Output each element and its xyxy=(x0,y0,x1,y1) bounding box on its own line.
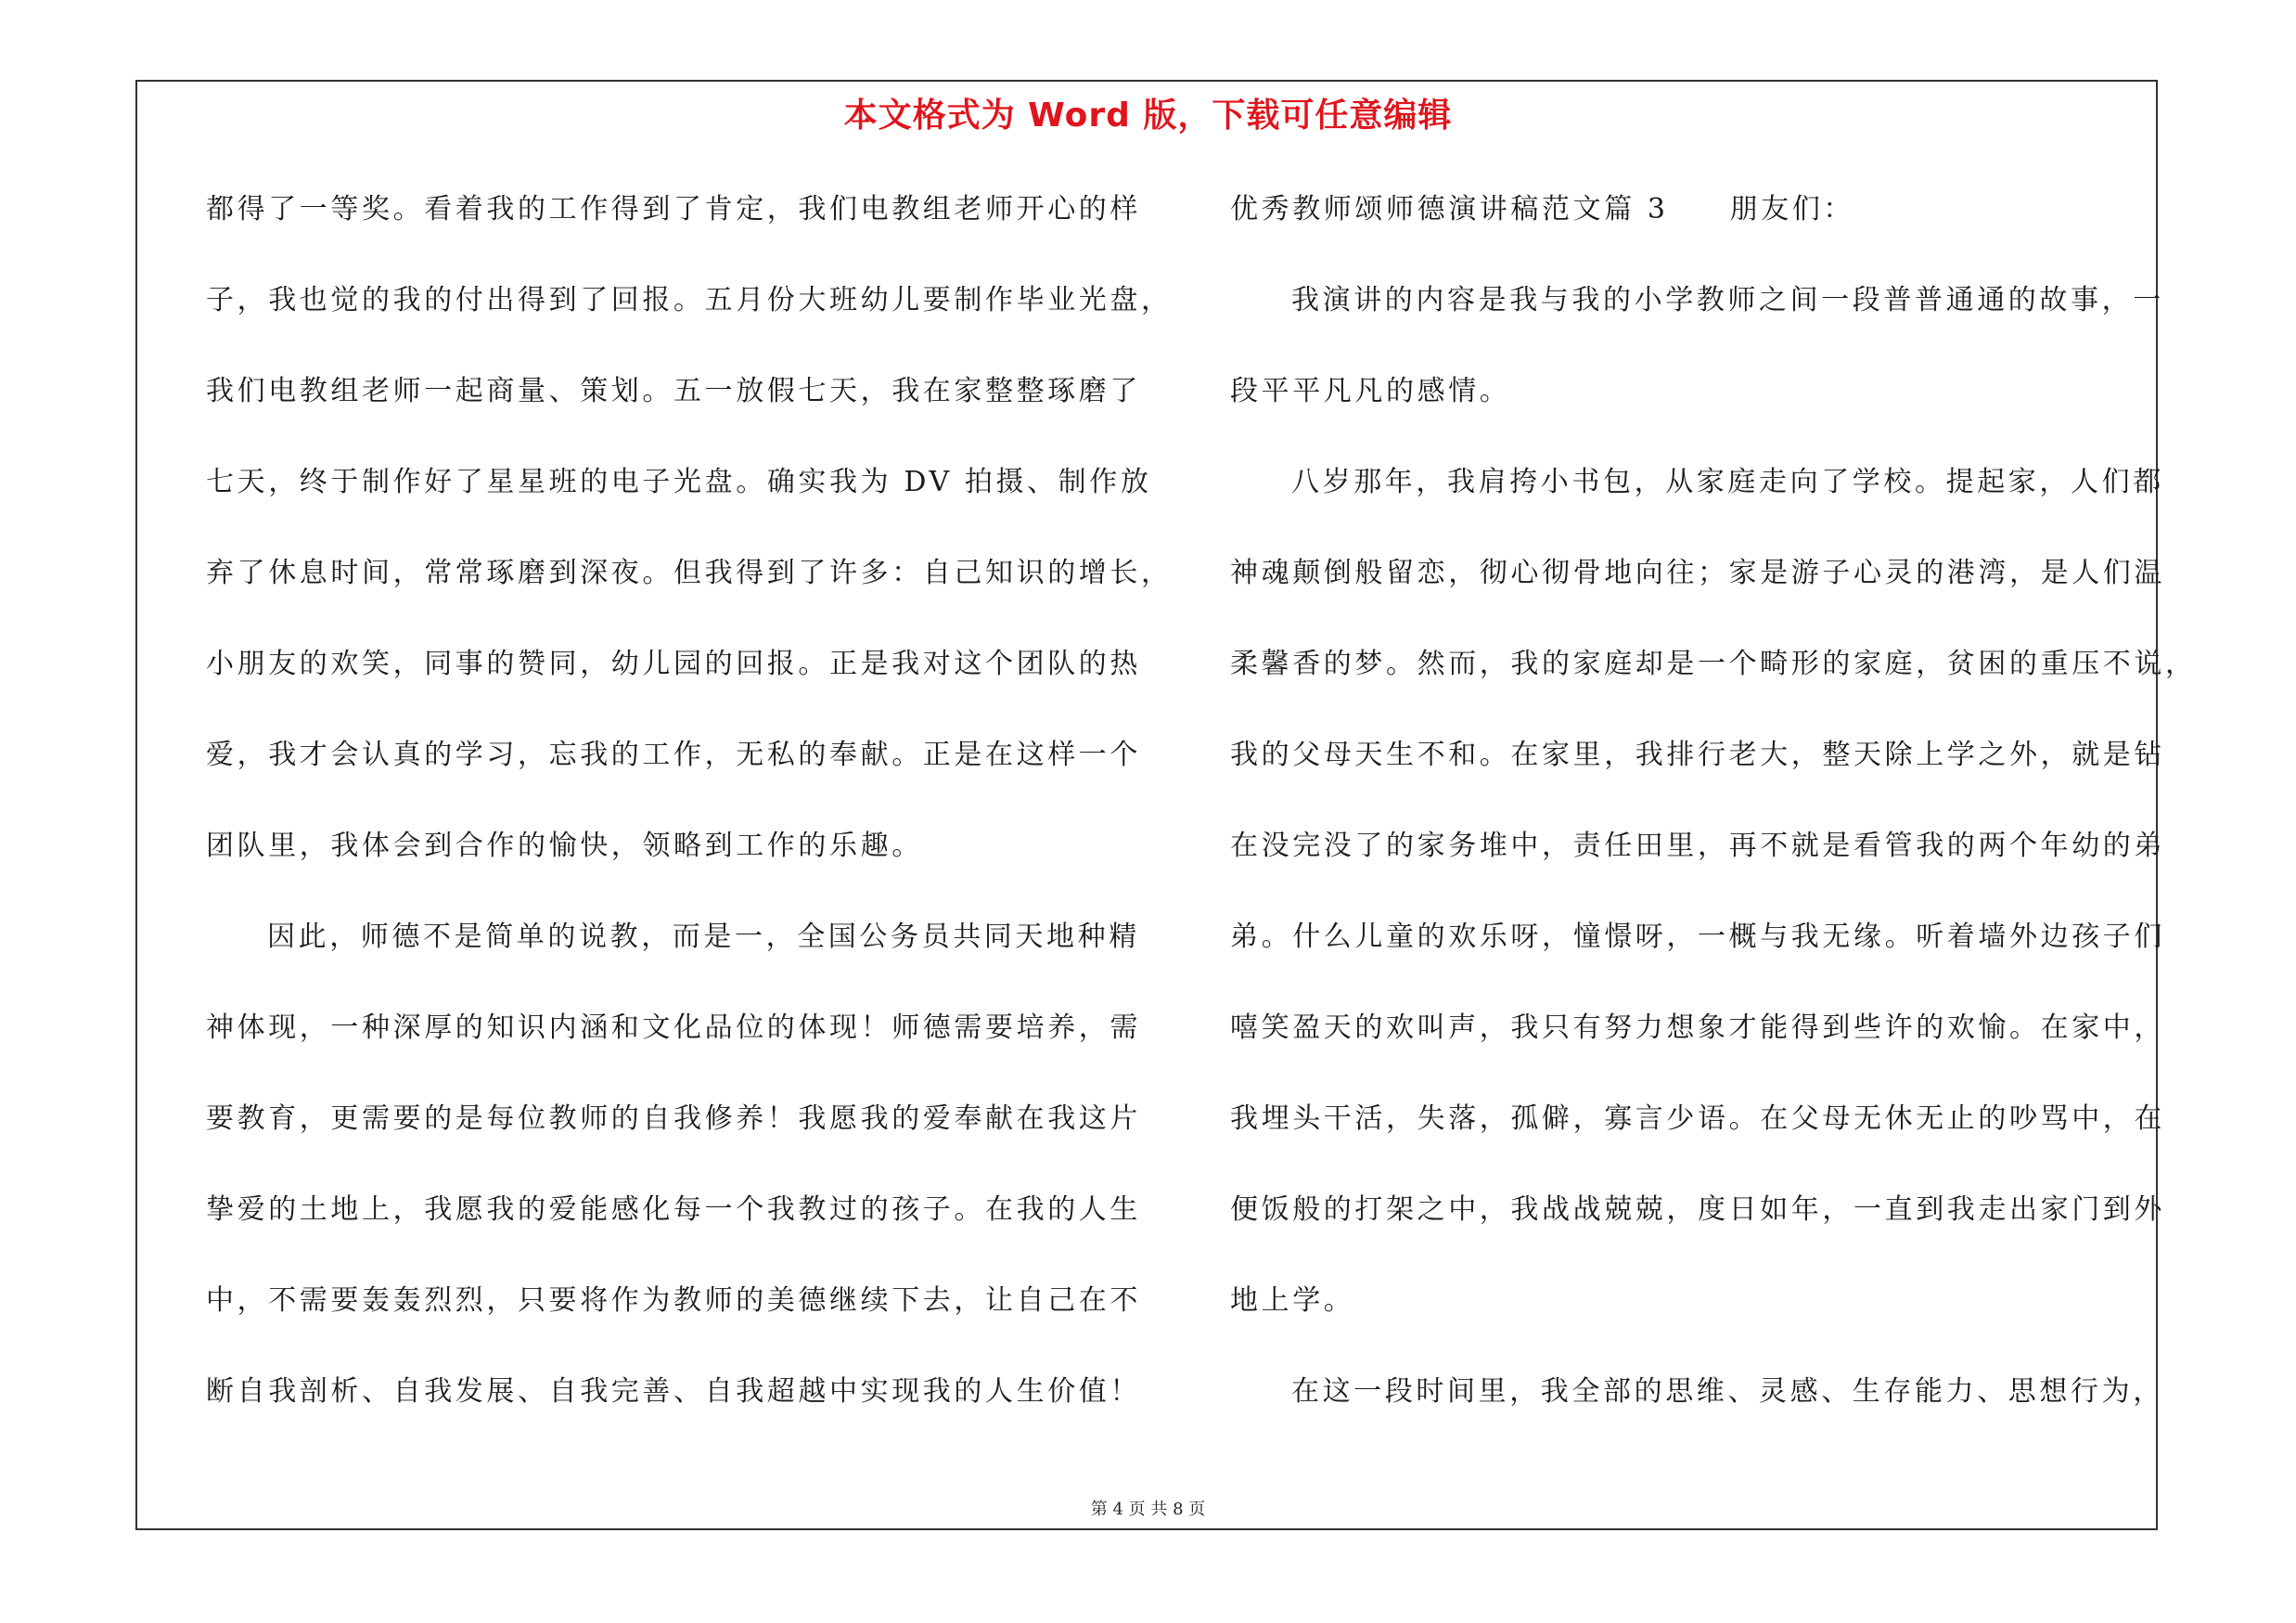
right-column-text-line: 我的父母天生不和。在家里，我排行老大，整天除上学之外，就是钻 xyxy=(1230,739,2165,771)
left-column-text-line: 挚爱的土地上，我愿我的爱能感化每一个我教过的孩子。在我的人生 xyxy=(206,1193,1141,1226)
left-column-text-line: 神体现，一种深厚的知识内涵和文化品位的体现！师德需要培养，需 xyxy=(206,1011,1141,1044)
right-column-text-line: 我演讲的内容是我与我的小学教师之间一段普普通通的故事，一 xyxy=(1291,284,2164,316)
left-column xyxy=(206,182,1173,1455)
left-column-text-line: 弃了休息时间，常常琢磨到深夜。但我得到了许多：自己知识的增长， xyxy=(206,557,1173,589)
right-column-text-line: 嘻笑盈天的欢叫声，我只有努力想象才能得到些许的欢愉。在家中， xyxy=(1230,1011,2165,1044)
format-banner: 本文格式为 Word 版，下载可任意编辑 xyxy=(843,97,1453,135)
left-column-text-line: 因此，师德不是简单的说教，而是一，全国公务员共同天地种精 xyxy=(267,921,1140,953)
right-column-text-line: 段平平凡凡的感情。 xyxy=(1230,375,1511,407)
left-column-text-line: 要教育，更需要的是每位教师的自我修养！我愿我的爱奉献在我这片 xyxy=(206,1102,1141,1135)
right-column xyxy=(1230,182,2197,1455)
right-column-text-line: 在这一段时间里，我全部的思维、灵感、生存能力、思想行为， xyxy=(1291,1375,2164,1408)
section-heading-line xyxy=(1230,182,2167,273)
left-column-text-line: 团队里，我体会到合作的愉快，领略到工作的乐趣。 xyxy=(206,830,923,862)
left-column-text-line: 爱，我才会认真的学习，忘我的工作，无私的奉献。正是在这样一个 xyxy=(206,739,1141,771)
right-column-text-line: 神魂颠倒般留恋，彻心彻骨地向往；家是游子心灵的港湾，是人们温 xyxy=(1230,557,2165,589)
right-column-text-line: 便饭般的打架之中，我战战兢兢，度日如年，一直到我走出家门到外 xyxy=(1230,1193,2165,1226)
right-column-text-line: 我埋头干活，失落，孤僻，寡言少语。在父母无休无止的吵骂中，在 xyxy=(1230,1102,2165,1135)
left-column-text-line: 子，我也觉的我的付出得到了回报。五月份大班幼儿要制作毕业光盘， xyxy=(206,284,1173,316)
left-column-text-line: 七天，终于制作好了星星班的电子光盘。确实我为 DV 拍摄、制作放 xyxy=(206,466,1152,498)
left-column-text-line: 断自我剖析、自我发展、自我完善、自我超越中实现我的人生价值！ xyxy=(206,1375,1141,1408)
section-heading: 优秀教师颂师德演讲稿范文篇 3 xyxy=(1230,193,1669,225)
right-column-text-line: 弟。什么儿童的欢乐呀，憧憬呀，一概与我无缘。听着墙外边孩子们 xyxy=(1230,921,2165,953)
right-column-text-line: 柔馨香的梦。然而，我的家庭却是一个畸形的家庭，贫困的重压不说， xyxy=(1230,648,2197,680)
left-column-text-line: 都得了一等奖。看着我的工作得到了肯定，我们电教组老师开心的样 xyxy=(206,193,1141,225)
right-column-text-line: 地上学。 xyxy=(1230,1284,1355,1317)
left-column-text-line: 我们电教组老师一起商量、策划。五一放假七天，我在家整整琢磨了 xyxy=(206,375,1141,407)
left-column-text-line: 小朋友的欢笑，同事的赞同，幼儿园的回报。正是我对这个团队的热 xyxy=(206,648,1141,680)
right-column-text-line: 在没完没了的家务堆中，责任田里，再不就是看管我的两个年幼的弟 xyxy=(1230,830,2165,862)
page-number: 第 4 页 共 8 页 xyxy=(1090,1500,1206,1519)
left-column-text-line: 中，不需要轰轰烈烈，只要将作为教师的美德继续下去，让自己在不 xyxy=(206,1284,1141,1317)
right-column-text-line: 八岁那年，我肩挎小书包，从家庭走向了学校。提起家，人们都 xyxy=(1291,466,2164,498)
greeting: 朋友们： xyxy=(1729,193,1855,225)
